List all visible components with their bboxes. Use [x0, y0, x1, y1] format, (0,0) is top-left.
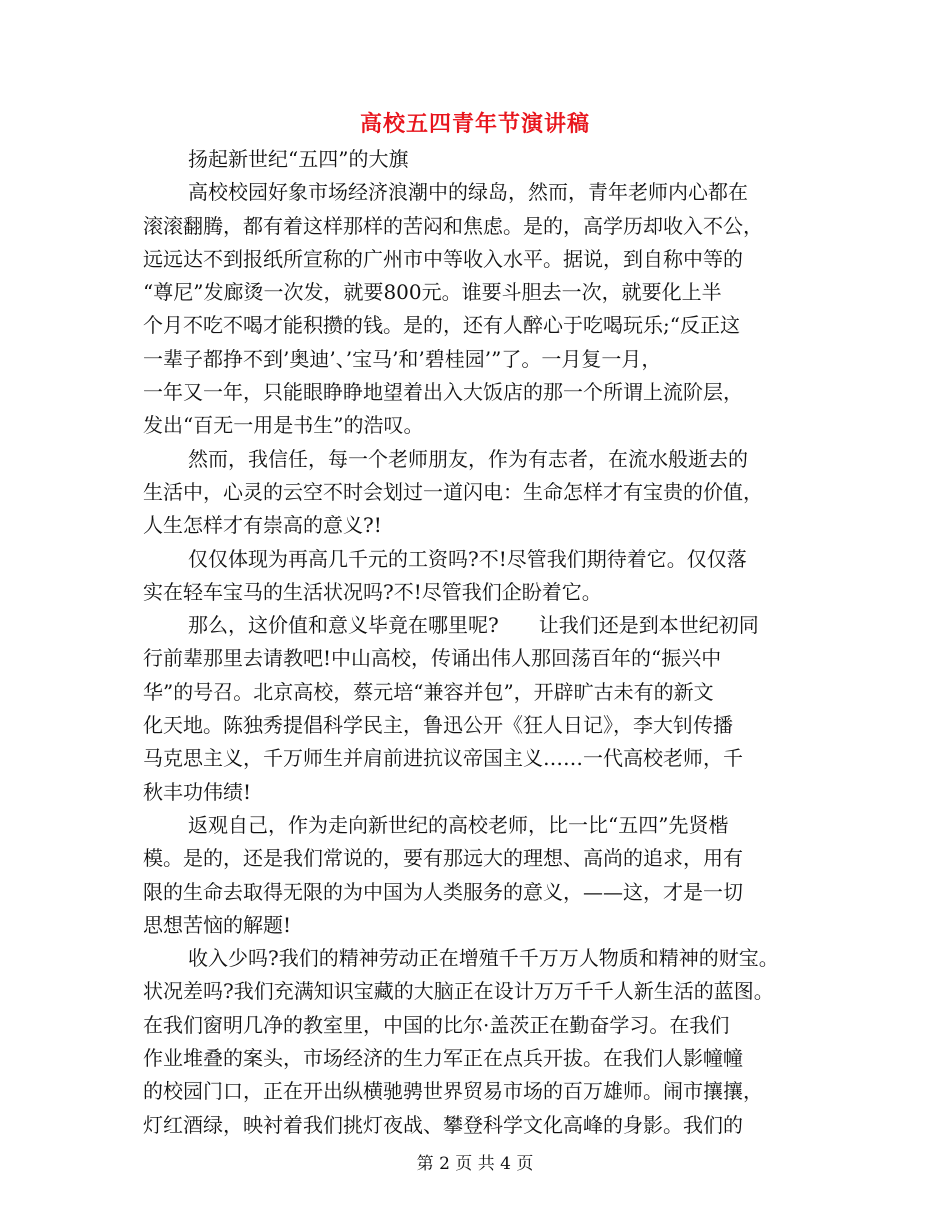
- document-title: 高校五四青年节演讲稿: [359, 111, 590, 137]
- text-line: 返观自己，作为走向新世纪的高校老师，比一比“五四”先贤楷: [188, 812, 729, 837]
- text-line: 的校园门口，正在开出纵横驰骋世界贸易市场的百万雄师。闹市攘攘，: [143, 1079, 763, 1104]
- text-line: 生活中，心灵的云空不时会划过一道闪电：生命怎样才有宝贵的价值，: [143, 479, 763, 504]
- text-line: 那么，这价值和意义毕竟在哪里呢? 让我们还是到本世纪初同: [188, 613, 759, 638]
- text-line: 发出“百无一用是书生”的浩叹。: [143, 413, 424, 438]
- text-line: 思想苦恼的解题!: [143, 912, 292, 937]
- text-line: 然而，我信任，每一个老师朋友，作为有志者，在流水般逝去的: [188, 446, 748, 471]
- text-line: 仅仅体现为再高几千元的工资吗?不!尽管我们期待着它。仅仅落: [188, 546, 747, 571]
- text-line: 状况差吗?我们充满知识宝藏的大脑正在设计万万千千人新生活的蓝图。: [143, 979, 774, 1004]
- text-line: 远远达不到报纸所宣称的广州市中等收入水平。据说，到自称中等的: [143, 246, 743, 271]
- text-line: 滚滚翻腾，都有着这样那样的苦闷和焦虑。是的，高学历却收入不公，: [143, 213, 763, 238]
- text-line: 行前辈那里去请教吧!中山高校，传诵出伟人那回荡百年的“振兴中: [143, 646, 722, 671]
- text-line: 限的生命去取得无限的为中国为人类服务的意义，——这，才是一切: [143, 879, 743, 904]
- text-line: 华”的号召。北京高校，蔡元培“兼容并包”，开辟旷古未有的新文: [143, 679, 714, 704]
- text-line: 实在轻车宝马的生活状况吗?不!尽管我们企盼着它。: [143, 579, 602, 604]
- text-line: 个月不吃不喝才能积攒的钱。是的，还有人醉心于吃喝玩乐;“反正这: [143, 313, 740, 338]
- text-line: 收入少吗?我们的精神劳动正在增殖千千万万人物质和精神的财宝。: [188, 946, 779, 971]
- text-line: 秋丰功伟绩!: [143, 779, 252, 804]
- text-line: 高校校园好象市场经济浪潮中的绿岛，然而，青年老师内心都在: [188, 180, 748, 205]
- text-line: 一辈子都挣不到’奥迪’、’宝马’和’碧桂园’”了。一月复一月，: [143, 346, 662, 371]
- text-line: 马克思主义，千万师生并肩前进抗议帝国主义……一代高校老师，千: [143, 746, 743, 771]
- text-line: 在我们窗明几净的教室里，中国的比尔·盖茨正在勤奋学习。在我们: [143, 1012, 730, 1037]
- text-line: 灯红酒绿，映衬着我们挑灯夜战、攀登科学文化高峰的身影。我们的: [143, 1112, 743, 1137]
- text-line: 扬起新世纪“五四”的大旗: [188, 147, 409, 171]
- text-line: “尊尼”发廊烫一次发，就要800元。谁要斗胆去一次，就要化上半: [143, 280, 722, 305]
- document-body: [143, 143, 823, 1142]
- page-footer: 第 2 页 共 4 页: [416, 1154, 534, 1174]
- text-line: 化天地。陈独秀提倡科学民主，鲁迅公开《狂人日记》，李大钊传播: [143, 713, 733, 738]
- text-line: 人生怎样才有崇高的意义?!: [143, 513, 382, 538]
- text-line: 作业堆叠的案头，市场经济的生力军正在点兵开拔。在我们人影幢幢: [143, 1046, 743, 1071]
- text-line: 模。是的，还是我们常说的，要有那远大的理想、高尚的追求，用有: [143, 846, 743, 871]
- text-line: 一年又一年，只能眼睁睁地望着出入大饭店的那一个所谓上流阶层，: [143, 380, 743, 405]
